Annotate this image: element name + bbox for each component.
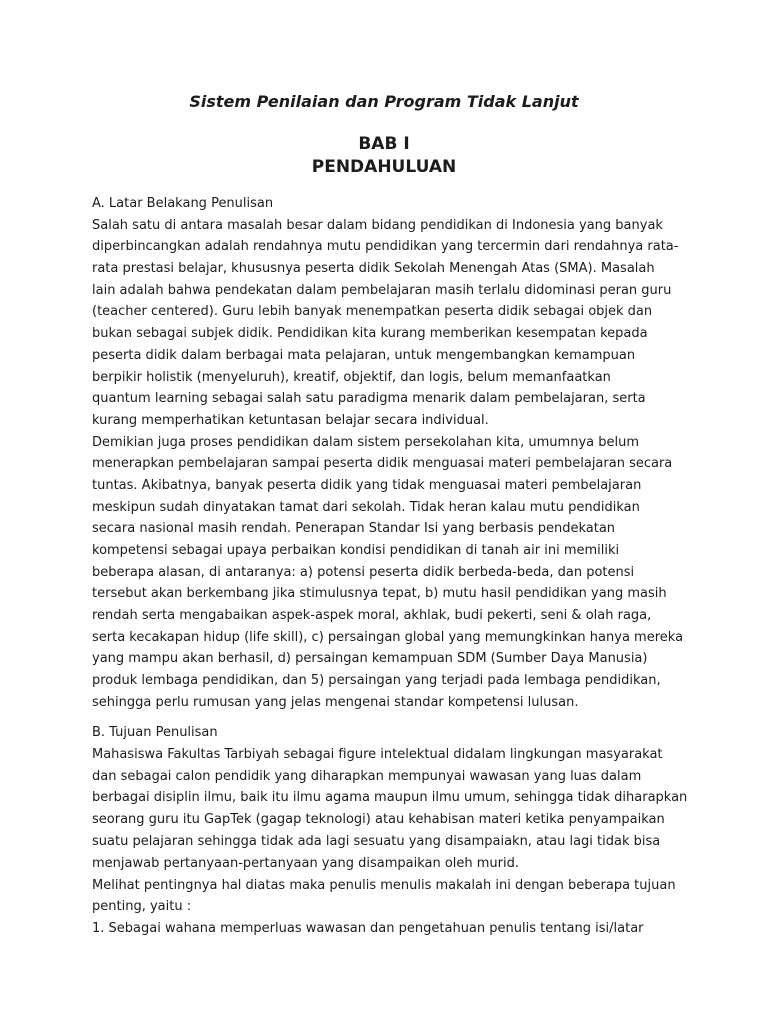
paragraph-line: secara nasional masih rendah. Penerapan Standar Isi yang berbasis pendekatan xyxy=(92,521,616,537)
paragraph-line: quantum learning sebagai salah satu paradigma menarik dalam pembelajaran, serta xyxy=(92,391,646,407)
paragraph-line: tuntas. Akibatnya, banyak peserta didik yang tidak menguasai materi pembelajaran xyxy=(92,477,642,493)
paragraph-line: peserta didik dalam berbagai mata pelajaran, untuk mengembangkan kemampuan xyxy=(92,347,636,363)
paragraph-line: bukan sebagai subjek didik. Pendidikan kita kurang memberikan kesempatan kepada xyxy=(92,326,648,342)
list-item: 1. Sebagai wahana memperluas wawasan dan pengetahuan penulis tentang isi/latar xyxy=(92,921,644,937)
paragraph-line: lain adalah bahwa pendekatan dalam pembelajaran masih terlalu didominasi peran guru xyxy=(92,282,672,298)
paragraph-line: Mahasiswa Fakultas Tarbiyah sebagai figure intelektual didalam lingkungan masyarakat xyxy=(92,746,663,762)
paragraph-line: sehingga perlu rumusan yang jelas mengenai standar kompetensi lulusan. xyxy=(92,694,579,710)
paragraph-line: diperbincangkan adalah rendahnya mutu pendidikan yang tercermin dari rendahnya rata- xyxy=(92,239,679,255)
chapter-number: BAB I xyxy=(358,134,410,154)
paragraph-line: menjawab pertanyaan-pertanyaan yang disampaikan oleh murid. xyxy=(92,855,520,871)
paragraph-line: meskipun sudah dinyatakan tamat dari sekolah. Tidak heran kalau mutu pendidikan xyxy=(92,499,640,515)
paragraph-line: yang mampu akan berhasil, d) persaingan kemampuan SDM (Sumber Daya Manusia) xyxy=(92,651,648,667)
section-heading: A. Latar Belakang Penulisan xyxy=(92,196,274,211)
section-tujuan xyxy=(92,722,688,940)
section-heading: B. Tujuan Penulisan xyxy=(92,725,218,740)
paragraph-line: dan sebagai calon pendidik yang diharapkan mempunyai wawasan yang luas dalam xyxy=(92,768,642,784)
paragraph-line: berpikir holistik (menyeluruh), kreatif, objektif, dan logis, belum memanfaatkan xyxy=(92,369,611,385)
paragraph-line: Melihat pentingnya hal diatas maka penulis menulis makalah ini dengan beberapa tujuan xyxy=(92,877,676,893)
paragraph-line: (teacher centered). Guru lebih banyak menempatkan peserta didik sebagai objek dan xyxy=(92,304,653,320)
paragraph-line: rendah serta mengabaikan aspek-aspek moral, akhlak, budi pekerti, seni & olah raga, xyxy=(92,608,652,624)
paragraph-line: berbagai disiplin ilmu, baik itu ilmu agama maupun ilmu umum, sehingga tidak diharapkan xyxy=(92,790,688,806)
paragraph-line: serta kecakapan hidup (life skill), c) persaingan global yang memungkinkan hanya mereka xyxy=(92,629,684,645)
paragraph-line: Demikian juga proses pendidikan dalam sistem persekolahan kita, umumnya belum xyxy=(92,434,640,450)
paragraph-line: kompetensi sebagai upaya perbaikan kondisi pendidikan di tanah air ini memiliki xyxy=(92,543,620,558)
paragraph-line: seorang guru itu GapTek (gagap teknologi) atau kehabisan materi ketika penyampaikan xyxy=(92,812,665,828)
paragraph-line: beberapa alasan, di antaranya: a) potensi peserta didik berbeda-beda, dan potensi xyxy=(92,564,635,580)
section-latar-belakang xyxy=(92,193,682,714)
paragraph-line: rata prestasi belajar, khususnya peserta didik Sekolah Menengah Atas (SMA). Masalah xyxy=(92,261,655,277)
chapter-title: PENDAHULUAN xyxy=(311,157,457,177)
paragraph-line: produk lembaga pendidikan, dan 5) persaingan yang terjadi pada lembaga pendidikan, xyxy=(92,673,661,689)
paragraph-line: menerapkan pembelajaran sampai peserta didik menguasai materi pembelajaran secara xyxy=(92,456,673,472)
paragraph-line: Salah satu di antara masalah besar dalam bidang pendidikan di Indonesia yang banyak xyxy=(92,217,663,233)
paragraph-line: suatu pelajaran sehingga tidak ada lagi sesuatu yang disampaiakn, atau lagi tidak bisa xyxy=(92,833,661,849)
paragraph-line: tersebut akan berkembang jika stimulusnya tepat, b) mutu hasil pendidikan yang masih xyxy=(92,586,667,602)
paragraph-line: kurang memperhatikan ketuntasan belajar secara individual. xyxy=(92,412,489,428)
document-title: Sistem Penilaian dan Program Tidak Lanjut xyxy=(189,92,579,111)
paragraph-line: penting, yaitu : xyxy=(92,899,192,915)
